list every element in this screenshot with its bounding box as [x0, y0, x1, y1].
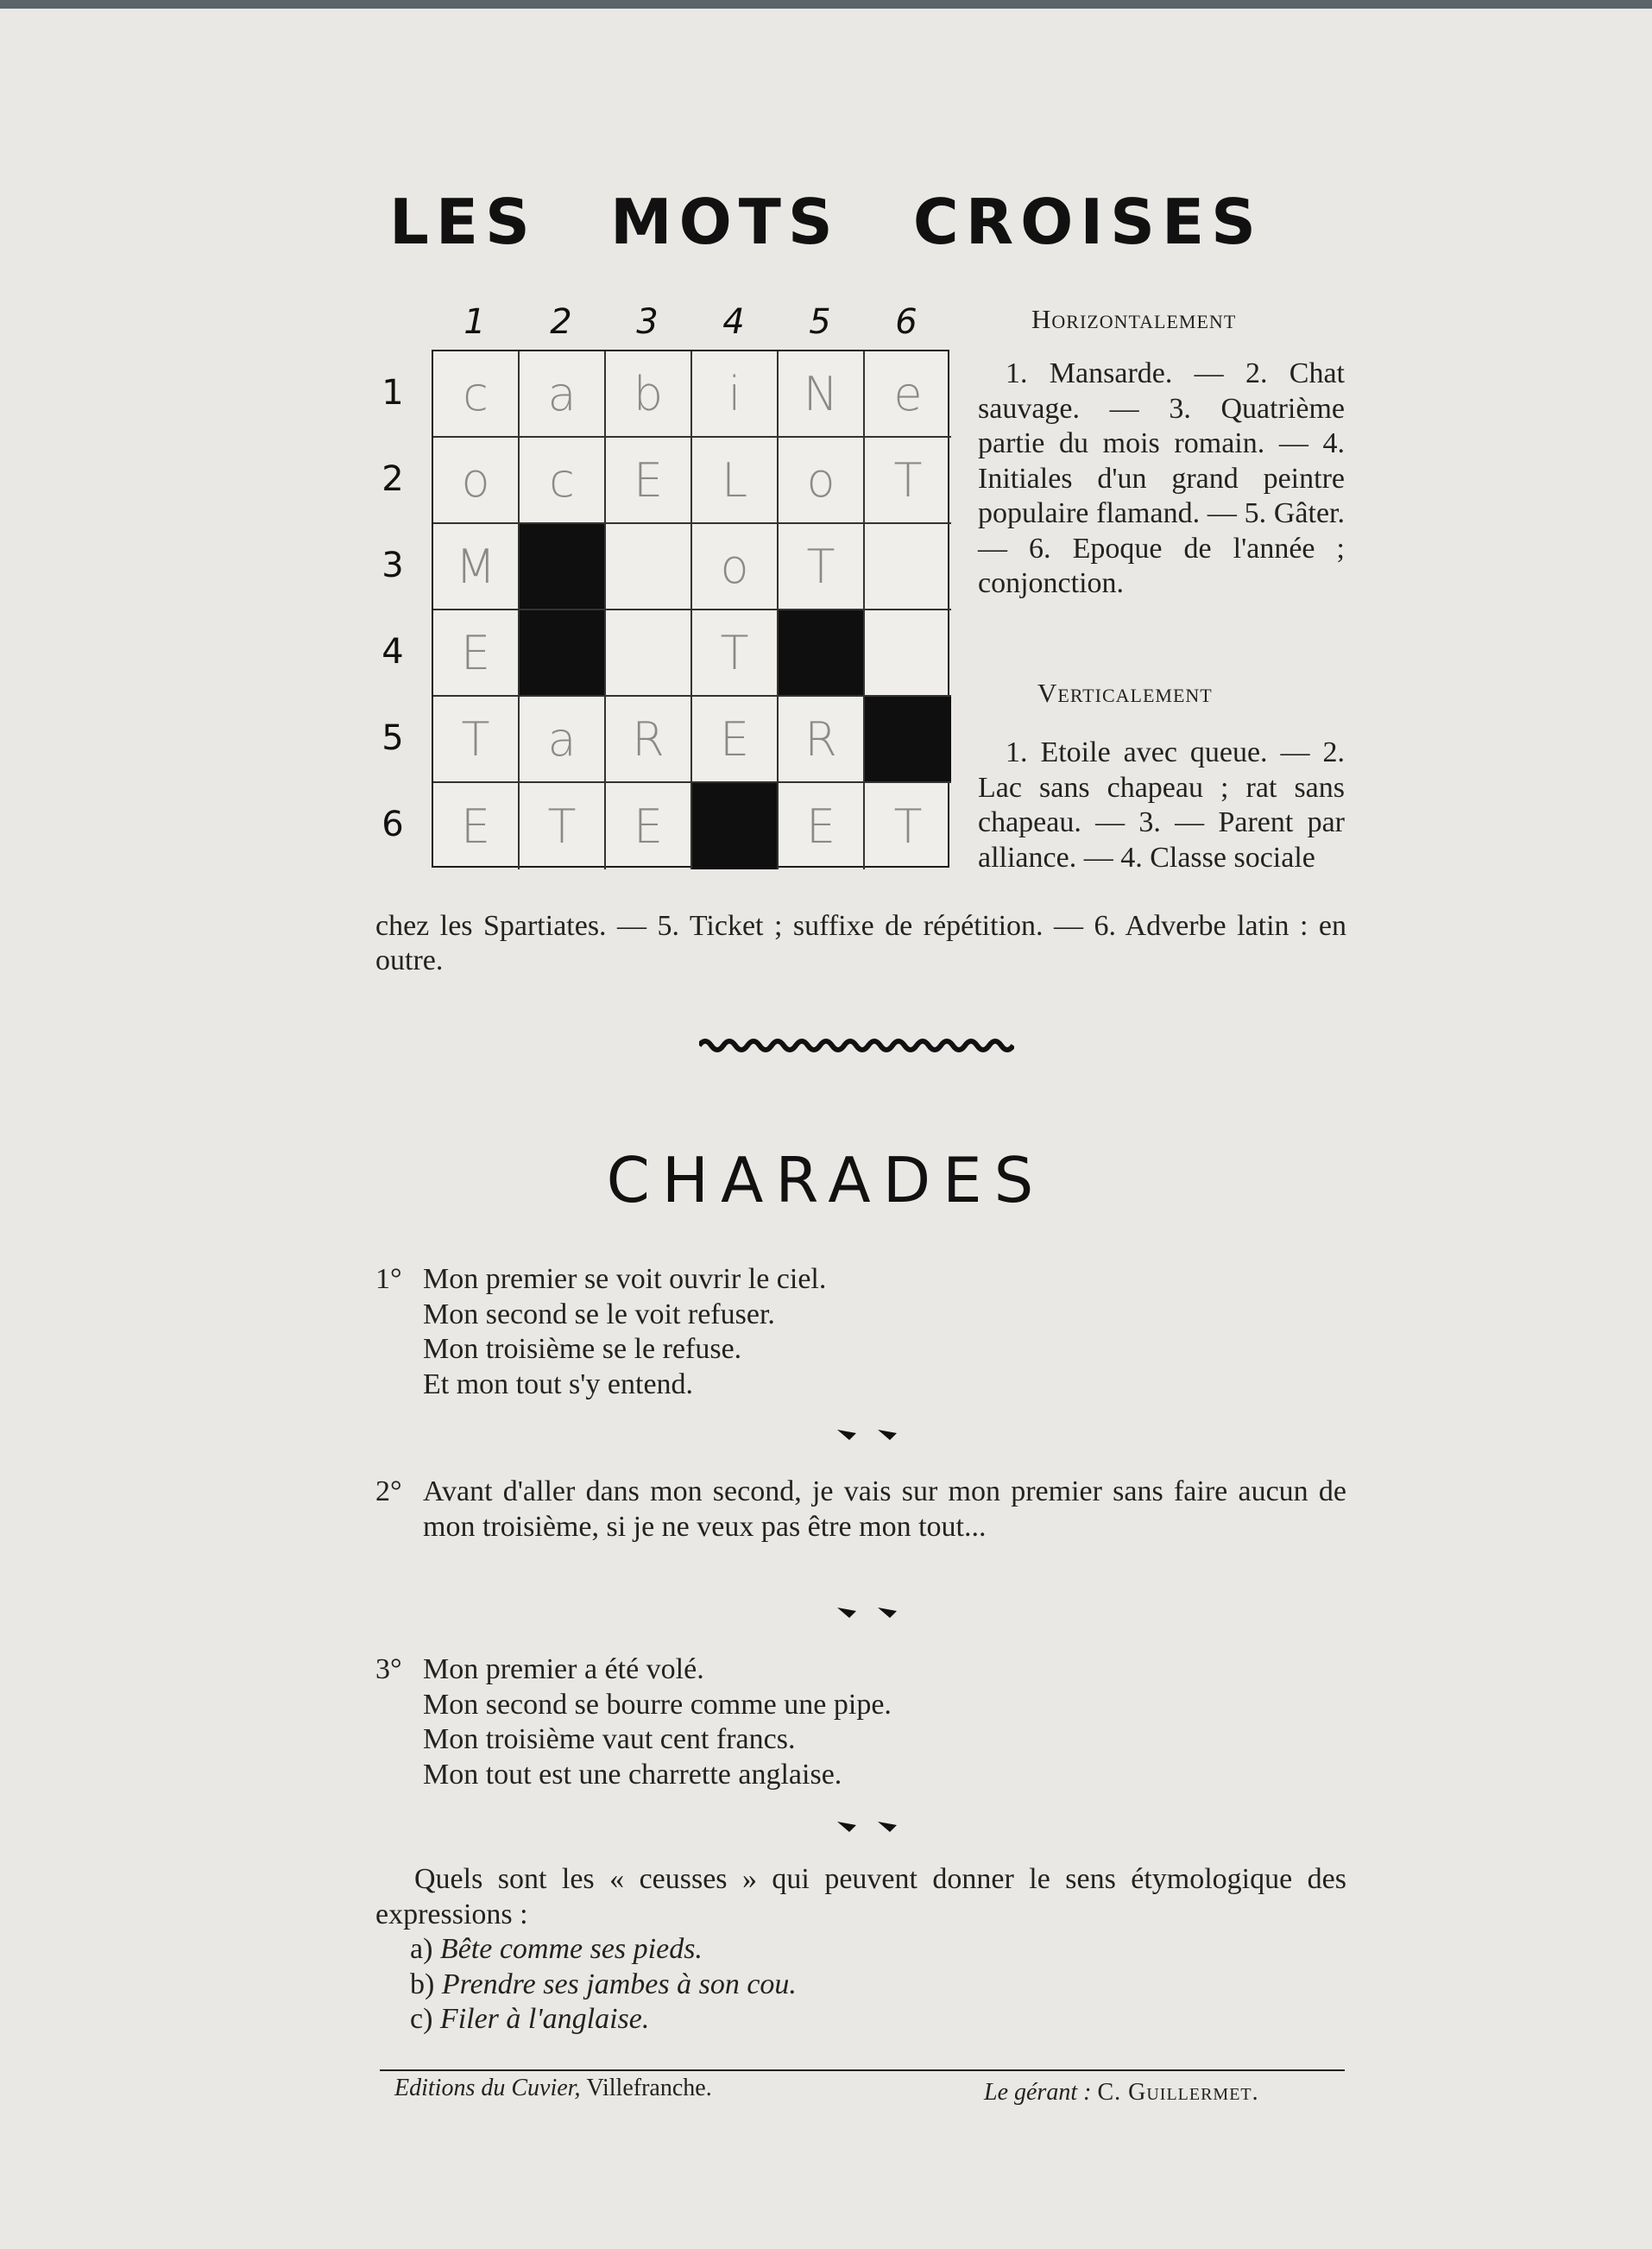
charade-separator-ornament	[830, 1423, 908, 1447]
horizontal-clues-text	[978, 357, 1345, 602]
crossword-title-word-2: MOTS	[609, 186, 840, 258]
publisher-name: Editions du Cuvier,	[394, 2075, 581, 2101]
crossword-cell: E	[779, 783, 865, 869]
crossword-black-cell	[520, 524, 606, 610]
publisher-city: Villefranche.	[586, 2075, 712, 2101]
vertical-clues-heading: Verticalement	[1037, 678, 1213, 708]
crossword-row-numbers	[371, 350, 414, 868]
vertical-clues-continuation	[375, 909, 1346, 978]
expression-item	[375, 1968, 1346, 2003]
page-top-edge	[0, 0, 1652, 9]
crossword-cell: o	[692, 524, 779, 610]
row-number: 4	[381, 632, 404, 672]
footer-rule	[380, 2069, 1345, 2071]
footer-publisher	[394, 2075, 712, 2102]
crossword-cell: a	[520, 697, 606, 783]
charade-line: Mon premier a été volé.	[423, 1653, 704, 1685]
crossword-cell: R	[779, 697, 865, 783]
charade-separator-ornament	[830, 1815, 908, 1839]
crossword-cell: T	[520, 783, 606, 869]
charade-lines	[423, 1652, 892, 1792]
manager-label: Le gérant :	[984, 2079, 1092, 2106]
crossword-cell	[606, 610, 692, 697]
horizontal-clues-heading: Horizontalement	[1031, 304, 1237, 334]
charade-line: Mon premier se voit ouvrir le ciel.	[423, 1263, 827, 1295]
crossword-cell: T	[893, 799, 923, 854]
expression-text: Filer à l'anglaise.	[439, 2003, 650, 2035]
expression-label: b)	[410, 1968, 435, 2000]
charade-line: Mon troisième se le refuse.	[423, 1333, 742, 1365]
crossword-title-word-1: LES	[388, 186, 537, 258]
horizontal-clues-paragraph: 1. Mansarde. — 2. Chat sauvage. — 3. Quatrième partie du mois romain. — 4. Initiales d'un grand peintre populaire flamand. — 5. Gâter. — 6. Epoque de l'année ; conjonction.	[978, 357, 1345, 599]
crossword-cell: E	[606, 783, 692, 869]
vertical-clues-paragraph: 1. Etoile avec queue. — 2. Lac sans chapeau ; rat sans chapeau. — 3. — Parent par alliance. — 4. Classe sociale	[978, 736, 1345, 874]
crossword-cell: i	[692, 351, 779, 438]
charade-separator-ornament	[830, 1601, 908, 1625]
crossword-cell: o	[779, 438, 865, 524]
charade-lines	[423, 1262, 826, 1402]
crossword-cell: L	[692, 438, 779, 524]
column-number: 6	[895, 302, 917, 342]
crossword-black-cell	[520, 610, 606, 697]
crossword-cell: M	[433, 524, 520, 610]
crossword-cell: E	[692, 697, 779, 783]
vertical-clues-continuation-text: chez les Spartiates. — 5. Ticket ; suffixe de répétition. — 6. Adverbe latin : en outre.	[375, 910, 1346, 976]
charade-1	[375, 1262, 1346, 1405]
charades-title: CHARADES	[606, 1144, 1046, 1216]
crossword-black-cell	[865, 697, 951, 783]
crossword-cell	[865, 610, 951, 697]
crossword-cell: e	[865, 351, 951, 438]
crossword-cell: T	[433, 697, 520, 783]
crossword-cell: c	[433, 351, 520, 438]
etymology-question	[375, 1862, 1346, 2037]
crossword-cell: o	[433, 438, 520, 524]
crossword-title	[0, 186, 1652, 258]
charade-3	[375, 1652, 1346, 1795]
charade-2	[375, 1475, 1346, 1583]
charade-number: 2°	[375, 1475, 402, 1507]
expression-label: a)	[410, 1933, 433, 1965]
crossword-column-numbers	[432, 302, 949, 345]
crossword-cell: N	[779, 351, 865, 438]
crossword-cell: E	[433, 610, 520, 697]
charade-number: 3°	[375, 1653, 402, 1685]
column-number: 5	[809, 302, 831, 342]
crossword-cell: R	[606, 697, 692, 783]
column-number: 1	[463, 302, 486, 342]
expression-label: c)	[410, 2003, 433, 2035]
crossword-grid	[432, 350, 949, 868]
charade-line: Mon troisième vaut cent francs.	[423, 1723, 796, 1755]
crossword-cell: E	[433, 783, 520, 869]
row-number: 2	[381, 459, 404, 499]
row-number: 1	[381, 373, 404, 413]
charade-line: Mon tout est une charrette anglaise.	[423, 1758, 842, 1791]
column-number: 4	[722, 302, 745, 342]
column-number: 2	[550, 302, 572, 342]
crossword-black-cell	[692, 783, 779, 869]
etymology-question-text: Quels sont les « ceusses » qui peuvent donner le sens étymologique des expressions :	[375, 1863, 1346, 1930]
wavy-divider-ornament	[699, 1034, 1014, 1057]
charade-line: Mon second se le voit refuser.	[423, 1298, 775, 1330]
row-number: 5	[381, 718, 404, 758]
crossword-cell: T	[865, 438, 951, 524]
crossword-cell: a	[520, 351, 606, 438]
crossword-cell: T	[779, 524, 865, 610]
expression-text: Prendre ses jambes à son cou.	[441, 1968, 797, 2000]
column-number: 3	[636, 302, 659, 342]
expression-item	[375, 1932, 1346, 1968]
crossword-cell: c	[520, 438, 606, 524]
charade-text: Avant d'aller dans mon second, je vais sur mon premier sans faire aucun de mon troisième, si je ne veux pas être mon tout...	[423, 1475, 1346, 1543]
crossword-black-cell	[779, 610, 865, 697]
crossword-cell: E	[606, 438, 692, 524]
vertical-clues-text	[978, 736, 1345, 875]
crossword-cell: b	[606, 351, 692, 438]
charade-line: Et mon tout s'y entend.	[423, 1368, 694, 1400]
crossword-cell	[606, 524, 692, 610]
expression-item	[375, 2002, 1346, 2037]
crossword-title-word-3: CROISES	[912, 186, 1264, 258]
charade-lines	[423, 1475, 1346, 1545]
charade-number: 1°	[375, 1263, 402, 1295]
footer-manager	[984, 2079, 1259, 2107]
manager-name: C. Guillermet.	[1097, 2079, 1259, 2106]
crossword-cell	[865, 524, 951, 610]
charade-line: Mon second se bourre comme une pipe.	[423, 1688, 892, 1721]
row-number: 3	[381, 546, 404, 585]
row-number: 6	[381, 805, 404, 844]
expression-text: Bête comme ses pieds.	[439, 1933, 703, 1965]
crossword-cell: T	[692, 610, 779, 697]
